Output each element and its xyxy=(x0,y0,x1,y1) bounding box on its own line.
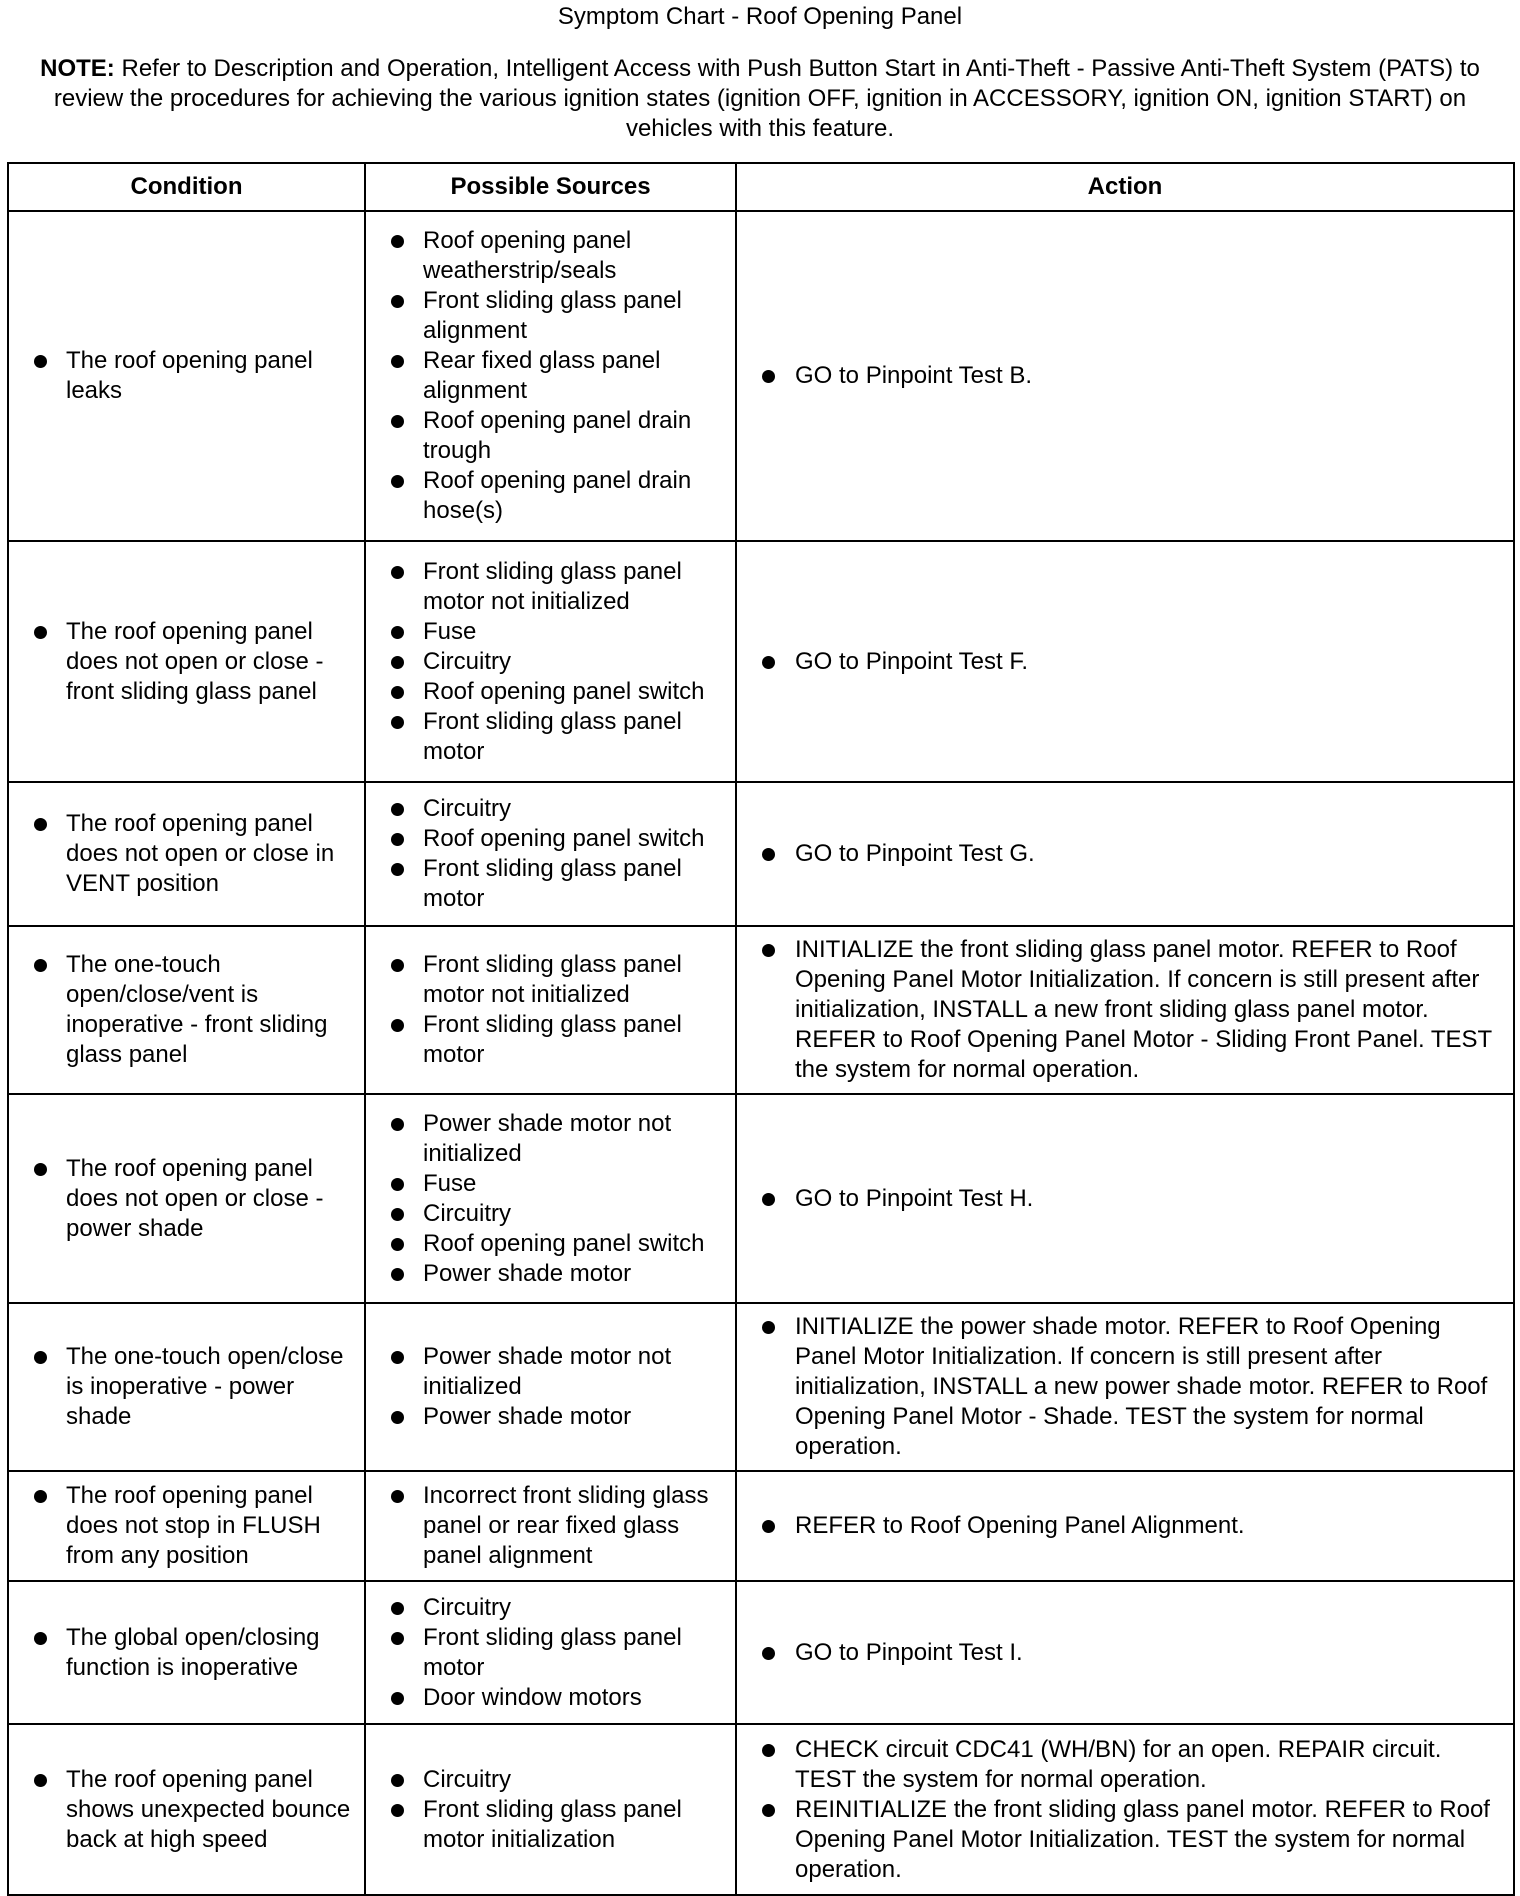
source-item: Circuitry xyxy=(366,1765,735,1795)
table-row xyxy=(8,211,1514,541)
action-cell-list xyxy=(737,839,1513,869)
source-item: Door window motors xyxy=(366,1683,735,1713)
condition-cell-list xyxy=(9,1154,364,1244)
possible-sources-cell xyxy=(365,211,736,541)
possible-sources-cell-list xyxy=(366,950,735,1070)
action-cell xyxy=(736,541,1514,782)
action-cell xyxy=(736,211,1514,541)
condition-cell-list xyxy=(9,950,364,1070)
condition-cell-list xyxy=(9,1623,364,1683)
source-item: Roof opening panel switch xyxy=(366,824,735,854)
table-row xyxy=(8,926,1514,1094)
table-row xyxy=(8,1094,1514,1303)
table-row xyxy=(8,1581,1514,1724)
source-item: Front sliding glass panel motor initialization xyxy=(366,1795,735,1855)
condition-cell-list xyxy=(9,346,364,406)
condition-cell-list xyxy=(9,1481,364,1571)
action-cell xyxy=(736,926,1514,1094)
table-row xyxy=(8,1724,1514,1895)
source-item: Power shade motor xyxy=(366,1402,735,1432)
action-item: REFER to Roof Opening Panel Alignment. xyxy=(737,1511,1513,1541)
source-item: Power shade motor xyxy=(366,1259,735,1289)
condition-cell xyxy=(8,1724,365,1895)
action-item: INITIALIZE the power shade motor. REFER to Roof Opening Panel Motor Initialization. If concern is still present after initialization, INSTALL a new power shade motor. REFER to Roof Opening Panel Motor - Shade. TEST the system for normal operation. xyxy=(737,1312,1513,1462)
note-paragraph xyxy=(14,54,1506,144)
condition-cell xyxy=(8,1471,365,1581)
action-cell xyxy=(736,1581,1514,1724)
possible-sources-cell xyxy=(365,1471,736,1581)
action-item: REINITIALIZE the front sliding glass panel motor. REFER to Roof Opening Panel Motor Initialization. TEST the system for normal operation. xyxy=(737,1795,1513,1885)
source-item: Front sliding glass panel motor xyxy=(366,1623,735,1683)
table-header-row xyxy=(8,163,1514,211)
possible-sources-cell-list xyxy=(366,794,735,914)
table-row xyxy=(8,1471,1514,1581)
condition-cell xyxy=(8,1094,365,1303)
action-cell-list xyxy=(737,1735,1513,1885)
source-item: Fuse xyxy=(366,617,735,647)
action-cell xyxy=(736,1303,1514,1471)
condition-item: The one-touch open/close/vent is inoperative - front sliding glass panel xyxy=(9,950,364,1070)
possible-sources-cell xyxy=(365,1724,736,1895)
source-item: Roof opening panel drain hose(s) xyxy=(366,466,735,526)
action-item: GO to Pinpoint Test H. xyxy=(737,1184,1513,1214)
header-condition: Condition xyxy=(8,163,365,211)
condition-cell xyxy=(8,1303,365,1471)
condition-item: The roof opening panel does not open or close - front sliding glass panel xyxy=(9,617,364,707)
source-item: Power shade motor not initialized xyxy=(366,1342,735,1402)
possible-sources-cell-list xyxy=(366,1593,735,1713)
header-action: Action xyxy=(736,163,1514,211)
source-item: Circuitry xyxy=(366,1199,735,1229)
condition-cell xyxy=(8,541,365,782)
condition-cell xyxy=(8,782,365,926)
table-row xyxy=(8,782,1514,926)
source-item: Front sliding glass panel motor xyxy=(366,707,735,767)
action-cell-list xyxy=(737,1638,1513,1668)
condition-cell xyxy=(8,926,365,1094)
note-label: NOTE: xyxy=(40,55,115,82)
source-item: Circuitry xyxy=(366,794,735,824)
possible-sources-cell xyxy=(365,541,736,782)
source-item: Front sliding glass panel alignment xyxy=(366,286,735,346)
possible-sources-cell-list xyxy=(366,1109,735,1289)
source-item: Front sliding glass panel motor xyxy=(366,1010,735,1070)
possible-sources-cell-list xyxy=(366,557,735,767)
source-item: Roof opening panel weatherstrip/seals xyxy=(366,226,735,286)
action-cell-list xyxy=(737,1511,1513,1541)
action-item: GO to Pinpoint Test F. xyxy=(737,647,1513,677)
source-item: Circuitry xyxy=(366,647,735,677)
action-cell-list xyxy=(737,647,1513,677)
condition-cell xyxy=(8,211,365,541)
action-cell xyxy=(736,1724,1514,1895)
source-item: Front sliding glass panel motor not initialized xyxy=(366,950,735,1010)
source-item: Roof opening panel switch xyxy=(366,677,735,707)
possible-sources-cell xyxy=(365,1303,736,1471)
possible-sources-cell xyxy=(365,1581,736,1724)
header-possible-sources: Possible Sources xyxy=(365,163,736,211)
source-item: Roof opening panel switch xyxy=(366,1229,735,1259)
action-item: INITIALIZE the front sliding glass panel motor. REFER to Roof Opening Panel Motor Initialization. If concern is still present after initialization, INSTALL a new front sliding glass panel motor. REFER to Roof Opening Panel Motor - Sliding Front Panel. TEST the system for normal operation. xyxy=(737,935,1513,1085)
source-item: Power shade motor not initialized xyxy=(366,1109,735,1169)
condition-item: The one-touch open/close is inoperative - power shade xyxy=(9,1342,364,1432)
action-item: GO to Pinpoint Test I. xyxy=(737,1638,1513,1668)
source-item: Fuse xyxy=(366,1169,735,1199)
symptom-chart-table xyxy=(7,162,1515,1896)
possible-sources-cell-list xyxy=(366,1765,735,1855)
action-cell-list xyxy=(737,1184,1513,1214)
condition-cell xyxy=(8,1581,365,1724)
possible-sources-cell xyxy=(365,926,736,1094)
possible-sources-cell-list xyxy=(366,1481,735,1571)
action-item: GO to Pinpoint Test G. xyxy=(737,839,1513,869)
condition-item: The roof opening panel leaks xyxy=(9,346,364,406)
page-title: Symptom Chart - Roof Opening Panel xyxy=(557,3,963,30)
condition-cell-list xyxy=(9,809,364,899)
note-text: Refer to Description and Operation, Intelligent Access with Push Button Start in Anti-Theft - Passive Anti-Theft System (PATS) to review the procedures for achieving the various ignition states (ignition OFF, ignition in ACCESSORY, ignition ON, ignition START) on vehicles with this feature. xyxy=(53,55,1480,142)
table-body xyxy=(8,211,1514,1895)
condition-item: The roof opening panel does not open or close in VENT position xyxy=(9,809,364,899)
source-item: Front sliding glass panel motor not initialized xyxy=(366,557,735,617)
action-cell-list xyxy=(737,361,1513,391)
possible-sources-cell-list xyxy=(366,226,735,526)
action-cell-list xyxy=(737,935,1513,1085)
action-item: GO to Pinpoint Test B. xyxy=(737,361,1513,391)
source-item: Incorrect front sliding glass panel or rear fixed glass panel alignment xyxy=(366,1481,735,1571)
action-cell xyxy=(736,782,1514,926)
source-item: Roof opening panel drain trough xyxy=(366,406,735,466)
action-cell xyxy=(736,1094,1514,1303)
action-cell xyxy=(736,1471,1514,1581)
condition-item: The roof opening panel shows unexpected bounce back at high speed xyxy=(9,1765,364,1855)
action-cell-list xyxy=(737,1312,1513,1462)
possible-sources-cell xyxy=(365,782,736,926)
condition-item: The global open/closing function is inoperative xyxy=(9,1623,364,1683)
source-item: Front sliding glass panel motor xyxy=(366,854,735,914)
condition-item: The roof opening panel does not open or close - power shade xyxy=(9,1154,364,1244)
possible-sources-cell xyxy=(365,1094,736,1303)
action-item: CHECK circuit CDC41 (WH/BN) for an open. REPAIR circuit. TEST the system for normal operation. xyxy=(737,1735,1513,1795)
condition-cell-list xyxy=(9,617,364,707)
source-item: Rear fixed glass panel alignment xyxy=(366,346,735,406)
table-row xyxy=(8,1303,1514,1471)
source-item: Circuitry xyxy=(366,1593,735,1623)
table-row xyxy=(8,541,1514,782)
condition-cell-list xyxy=(9,1765,364,1855)
possible-sources-cell-list xyxy=(366,1342,735,1432)
condition-item: The roof opening panel does not stop in FLUSH from any position xyxy=(9,1481,364,1571)
condition-cell-list xyxy=(9,1342,364,1432)
